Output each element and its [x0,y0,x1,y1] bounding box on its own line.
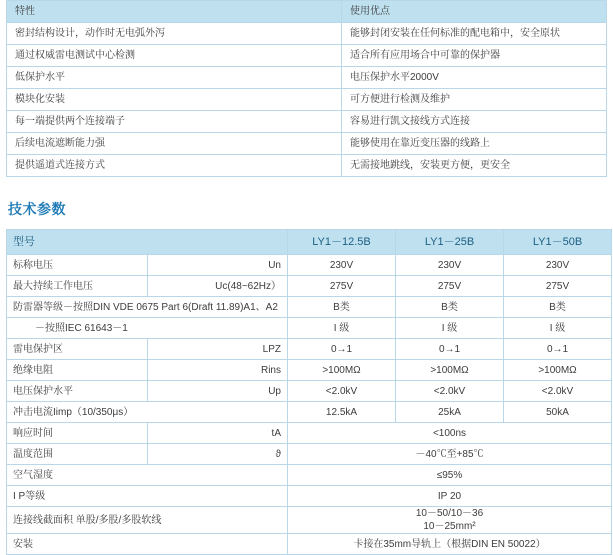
spec-symbol: LPZ [147,339,288,360]
spec-header-row [7,230,612,255]
feature-table-header-row [7,1,607,23]
spec-value: >100MΩ [504,360,612,381]
spec-value: ≤95% [288,465,612,486]
spec-value: B类 [288,297,396,318]
table-row [7,155,607,177]
table-row [7,89,607,111]
spec-label: 温度范围 [7,444,148,465]
feature-cell-characteristic: 密封结构设计，动作时无电弧外泻 [7,23,342,45]
spec-value: 0→1 [504,339,612,360]
feature-table [6,0,607,177]
feature-cell-characteristic: 每一端提供两个连接端子 [7,111,342,133]
spec-value: I 级 [288,318,396,339]
page-title: 技术参数 [8,201,66,217]
spec-value: 0→1 [396,339,504,360]
table-row [7,297,612,318]
spec-value: 卡接在35mm导轨上（根据DIN EN 50022） [288,534,612,555]
spec-label: 雷电保护区 [7,339,148,360]
table-row [7,507,612,534]
spec-value: 230V [396,255,504,276]
spec-value: B类 [504,297,612,318]
spec-value: <2.0kV [396,381,504,402]
table-row [7,381,612,402]
table-row [7,444,612,465]
feature-header-advantage: 使用优点 [342,1,607,23]
feature-cell-advantage: 能够使用在靠近变压器的线路上 [342,133,607,155]
spec-label: 绝缘电阻 [7,360,148,381]
spec-value: －40℃至+85℃ [288,444,612,465]
feature-cell-characteristic: 提供遥道式连接方式 [7,155,342,177]
feature-cell-characteristic: 通过权威雷电测试中心检测 [7,45,342,67]
table-row [7,534,612,555]
feature-cell-advantage: 无需接地跳线，安装更方便，更安全 [342,155,607,177]
spec-value: 230V [504,255,612,276]
spec-value: <2.0kV [288,381,396,402]
feature-cell-characteristic: 低保护水平 [7,67,342,89]
feature-cell-advantage: 能够封闭安装在任何标准的配电箱中，安全原状 [342,23,607,45]
table-row [7,23,607,45]
spec-value-line-2: 10－25mm² [423,521,476,532]
table-row [7,339,612,360]
specification-table [6,229,612,555]
table-row [7,133,607,155]
spec-value: 275V [504,276,612,297]
spec-header-model: 型号 [7,230,288,255]
table-row [7,255,612,276]
spec-value: 50kA [504,402,612,423]
spec-symbol: tA [147,423,288,444]
table-row [7,111,607,133]
spec-value: 275V [396,276,504,297]
spec-label: 空气湿度 [7,465,288,486]
spec-value: 230V [288,255,396,276]
spec-label: 最大持续工作电压 [7,276,148,297]
spec-value: <2.0kV [504,381,612,402]
spec-value: B类 [396,297,504,318]
table-row [7,276,612,297]
spec-label: 防雷器等级－按照DIN VDE 0675 Part 6(Draft 11.89)A1、A2 [7,297,288,318]
spec-value [288,507,612,534]
feature-cell-characteristic: 模块化安装 [7,89,342,111]
feature-header-characteristic: 特性 [7,1,342,23]
feature-cell-advantage: 电压保护水平2000V [342,67,607,89]
spec-label: 安装 [7,534,288,555]
spec-value: I 级 [396,318,504,339]
spec-label-text: －按照IEC 61643－1 [35,322,128,334]
spec-symbol: ϑ [147,444,288,465]
spec-symbol: Up [147,381,288,402]
table-row [7,486,612,507]
spec-value: 12.5kA [288,402,396,423]
table-row [7,465,612,486]
spec-value: <100ns [288,423,612,444]
feature-cell-advantage: 适合所有应用场合中可靠的保护器 [342,45,607,67]
spec-header-model-1: LY1－12.5B [288,230,396,255]
table-row [7,45,607,67]
spec-label: I P等级 [7,486,288,507]
spec-value: >100MΩ [396,360,504,381]
specification-table-body [7,230,612,555]
feature-cell-advantage: 容易进行凯文接线方式连接 [342,111,607,133]
spec-label: 标称电压 [7,255,148,276]
spec-symbol: Un [147,255,288,276]
spec-value: I 级 [504,318,612,339]
spec-label: 电压保护水平 [7,381,148,402]
spec-header-model-2: LY1－25B [396,230,504,255]
table-row [7,423,612,444]
spec-label: 冲击电流Iimp（10/350μs） [7,402,288,423]
table-row [7,318,612,339]
spec-label: 响应时间 [7,423,148,444]
table-row [7,360,612,381]
spec-label: 连接线截面积 单股/多股/多股软线 [7,507,288,534]
spec-value: 0→1 [288,339,396,360]
spec-label [7,318,288,339]
spec-symbol: Uc(48~62Hz） [147,276,288,297]
spec-value: IP 20 [288,486,612,507]
spec-value: >100MΩ [288,360,396,381]
table-row [7,402,612,423]
table-row [7,67,607,89]
spec-value-line-1: 10－50/10－36 [415,508,484,519]
spec-value: 25kA [396,402,504,423]
feature-cell-characteristic: 后续电流遮断能力强 [7,133,342,155]
spec-value: 275V [288,276,396,297]
feature-table-body [7,1,607,177]
feature-cell-advantage: 可方便进行检测及维护 [342,89,607,111]
spec-header-model-3: LY1－50B [504,230,612,255]
spec-symbol: Rins [147,360,288,381]
